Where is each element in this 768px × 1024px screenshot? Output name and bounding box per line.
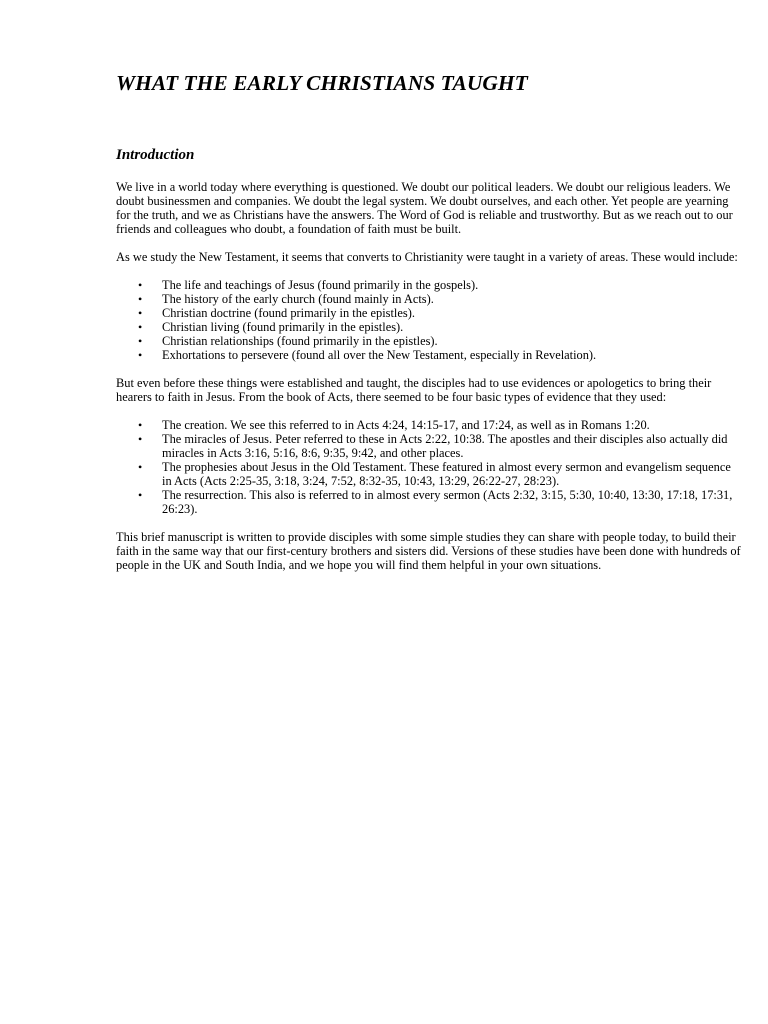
bullet-icon: • bbox=[138, 348, 143, 362]
list-item-text: Christian doctrine (found primarily in the epistles). bbox=[162, 306, 415, 320]
bullet-icon: • bbox=[138, 278, 143, 292]
list-item-text: The miracles of Jesus. Peter referred to these in Acts 2:22, 10:38. The apostles and their disciples also actually did miracles in Acts 3:16, 5:16, 8:6, 9:35, 9:42, and other places. bbox=[162, 432, 728, 460]
list-item-text: Christian relationships (found primarily in the epistles). bbox=[162, 334, 438, 348]
list-item bbox=[116, 292, 742, 306]
list-item bbox=[116, 348, 742, 362]
list-item bbox=[116, 306, 742, 320]
bullet-icon: • bbox=[138, 432, 143, 446]
list-item-text: The prophesies about Jesus in the Old Testament. These featured in almost every sermon and evangelism sequence in Acts (Acts 2:25-35, 3:18, 3:24, 7:52, 8:32-35, 10:43, 13:29, 26:22-27, 28:23). bbox=[162, 460, 731, 488]
section-heading-introduction: Introduction bbox=[116, 147, 195, 163]
paragraph-evidences-intro: But even before these things were established and taught, the disciples had to use evidences or apologetics to bring their hearers to faith in Jesus. From the book of Acts, there seemed to be four basic types of evidence that they used: bbox=[116, 376, 712, 404]
bullet-icon: • bbox=[138, 460, 143, 474]
list-item bbox=[116, 320, 742, 334]
bullet-icon: • bbox=[138, 292, 143, 306]
document-title: WHAT THE EARLY CHRISTIANS TAUGHT bbox=[116, 71, 528, 95]
bullet-icon: • bbox=[138, 418, 143, 432]
list-item bbox=[116, 460, 742, 488]
evidences-list bbox=[116, 418, 742, 516]
list-item-text: The resurrection. This also is referred to in almost every sermon (Acts 2:32, 3:15, 5:30, 10:40, 13:30, 17:18, 17:31, 26:23). bbox=[162, 488, 733, 516]
bullet-icon: • bbox=[138, 334, 143, 348]
bullet-icon: • bbox=[138, 488, 143, 502]
paragraph-areas-intro: As we study the New Testament, it seems that converts to Christianity were taught in a variety of areas. These would include: bbox=[116, 250, 738, 264]
bullet-icon: • bbox=[138, 320, 143, 334]
list-item bbox=[116, 432, 742, 460]
list-item-text: The history of the early church (found mainly in Acts). bbox=[162, 292, 434, 306]
list-item-text: The life and teachings of Jesus (found primarily in the gospels). bbox=[162, 278, 479, 292]
areas-list bbox=[116, 278, 742, 362]
list-item bbox=[116, 418, 742, 432]
list-item-text: The creation. We see this referred to in Acts 4:24, 14:15-17, and 17:24, as well as in Romans 1:20. bbox=[162, 418, 650, 432]
paragraph-manuscript-purpose: This brief manuscript is written to provide disciples with some simple studies they can share with people today, to build their faith in the same way that our first-century brothers and sisters did. Versions of these studies have been done with hundreds of people in the UK and South India, and we hope you will find them helpful in your own situations. bbox=[116, 530, 741, 572]
paragraph-questioning: We live in a world today where everything is questioned. We doubt our political leaders. We doubt our religious leaders. We doubt businessmen and companies. We doubt the legal system. We doubt ourselves, and each other. Yet people are yearning for the truth, and we as Christians have the answers. The Word of God is reliable and trustworthy. But as we reach out to our friends and colleagues who doubt, a foundation of faith must be built. bbox=[116, 180, 733, 236]
list-item-text: Christian living (found primarily in the epistles). bbox=[162, 320, 404, 334]
list-item bbox=[116, 278, 742, 292]
list-item bbox=[116, 488, 742, 516]
list-item bbox=[116, 334, 742, 348]
bullet-icon: • bbox=[138, 306, 143, 320]
list-item-text: Exhortations to persevere (found all over the New Testament, especially in Revelation). bbox=[162, 348, 597, 362]
document-page bbox=[116, 70, 742, 572]
